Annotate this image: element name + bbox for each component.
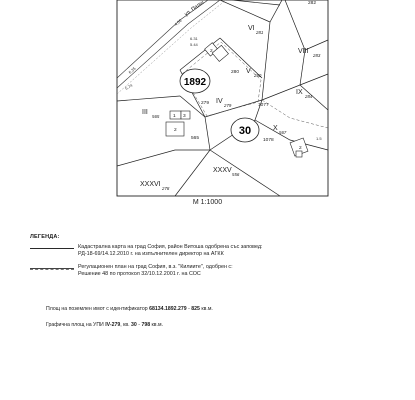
graphic-area-dash: - — [136, 322, 142, 328]
plot-sub-viii: 283 — [313, 53, 321, 58]
building-number-2b: 2 — [210, 49, 213, 54]
plot-label-ix: IX — [296, 89, 303, 96]
plot-label-x: X — [273, 125, 278, 132]
small-number-1077: 1077 — [258, 103, 269, 108]
plot-sub-vi: 281 — [256, 30, 264, 35]
building-number-2c: 2 — [299, 146, 302, 151]
plot-label-xxxvi: XXXVI — [140, 181, 161, 188]
plot-area-unit: кв.м. — [199, 306, 213, 312]
plot-sub-v: 280 — [254, 73, 262, 78]
plot-label-iii: III — [142, 109, 148, 116]
building-g — [296, 151, 302, 157]
legend-cadastral-swatch — [30, 248, 74, 249]
small-number-280: 280 — [231, 70, 240, 75]
plot-label-v: V — [246, 68, 251, 75]
legend-regulation-line2: Решение 48 по протокол 32/10.12.2001 г. на СОС — [78, 271, 201, 277]
small-number-565: 565 — [191, 136, 200, 141]
legend-title: ЛЕГЕНДА: — [30, 234, 60, 240]
dimension-labels — [124, 17, 322, 141]
plot-area-amount: 825 — [191, 306, 200, 312]
graphic-area-unit: кв.м. — [150, 322, 164, 328]
parcel-number: 1892 — [183, 77, 207, 88]
plot-label-viii: VIII — [298, 48, 309, 55]
dim-label-6: 1.5 — [316, 136, 322, 141]
graphic-area-line — [46, 322, 163, 328]
building-number-2a: 2 — [174, 128, 177, 133]
plot-area-prefix: Площ на поземлен имот с идентификатор — [46, 306, 150, 312]
map-scale: М 1:1000 — [192, 199, 223, 206]
plot-sub-ix: 284 — [305, 94, 313, 99]
plot-area-identifier: 68134.1892.279 — [149, 306, 187, 312]
dim-label-3: 6.35 — [127, 65, 137, 75]
dim-label-5: 6.31 — [190, 36, 198, 41]
legend-cadastral-text — [78, 244, 378, 258]
dim-label-2: 5.44 — [190, 42, 198, 47]
plot-sub-iv: 279 — [224, 103, 232, 108]
plot-sub-xxxv: 556 — [232, 172, 240, 177]
legend-cadastral-line1: Кадастрална карта на град София, район Витоша одобрена със заповед: — [78, 244, 263, 250]
legend-regulation-text — [78, 264, 378, 278]
graphic-area-upi: IV-279 — [105, 322, 121, 328]
graphic-area-block: 30 — [131, 322, 137, 328]
graphic-area-prefix: Графична площ на УПИ — [46, 322, 106, 328]
legend-regulation-swatch — [30, 268, 74, 270]
small-number-1078: 1078 — [263, 138, 274, 143]
legend-cadastral-line2: РД-18-69/14.12.2010 г. на изпълнителен директор на АГКК — [78, 251, 224, 257]
plot-label-iv: IV — [216, 98, 223, 105]
plot-label-vi: VI — [248, 25, 255, 32]
legend-regulation-line1: Регулационен план на град София, в.з. "Килиите", одобрен с: — [78, 264, 233, 270]
graphic-area-mid: , кв. — [120, 322, 132, 328]
plot-sub-x: 567 — [279, 130, 287, 135]
plot-area-dash: - — [186, 306, 192, 312]
small-number-282: 282 — [308, 1, 317, 6]
graphic-area-amount: 798 — [141, 322, 151, 328]
small-number-279: 279 — [201, 101, 210, 106]
dim-label-4: 5.74 — [124, 82, 134, 91]
regulation-number: 30 — [238, 125, 252, 137]
plot-labels — [140, 25, 321, 191]
plot-sub-xxxvi: 278 — [162, 186, 170, 191]
plot-label-xxxv: XXXV — [213, 167, 232, 174]
dim-label-1: 4.58 — [173, 17, 183, 27]
street-name-label: ул. Палш — [183, 0, 206, 18]
building-number-3: 3 — [183, 114, 186, 119]
building-number-1: 1 — [173, 114, 176, 119]
plot-area-line — [46, 306, 213, 312]
plot-sub-iii: 565 — [152, 114, 160, 119]
